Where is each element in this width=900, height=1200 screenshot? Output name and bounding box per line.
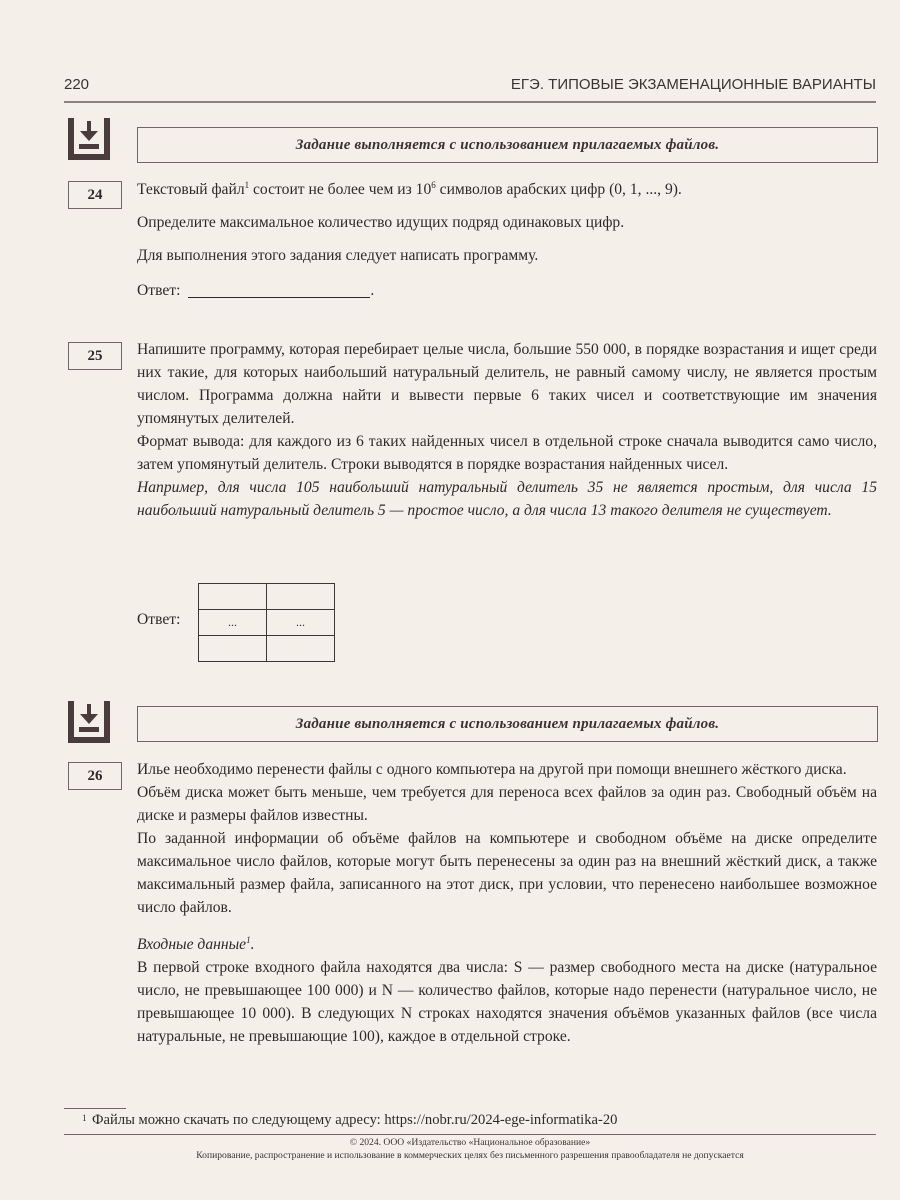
file-usage-banner: Задание выполняется с использованием прилагаемых файлов. <box>137 706 878 742</box>
grid-row <box>199 610 335 636</box>
task25-body <box>137 338 877 522</box>
task26-input-description: В первой строке входного файла находятся два числа: S — размер свободного места на диске (натуральное число, не превышающее 100 000) и N — количество файлов, которые надо перенести (натуральное число, не превышающее 10 000). В следующих N строках находятся значения объёмов указанных файлов (все числа натуральные, не превышающие 100), каждое в отдельной строке. <box>137 959 877 1045</box>
footnote-divider <box>64 1108 126 1109</box>
footnote: 1 Файлы можно скачать по следующему адресу: https://nobr.ru/2024-ege-informatika-20 <box>82 1112 618 1128</box>
task24-body <box>137 178 877 300</box>
footnote-ref[interactable]: 1 <box>244 180 250 190</box>
file-usage-banner: Задание выполняется с использованием прилагаемых файлов. <box>137 127 878 163</box>
page-number: 220 <box>64 76 90 93</box>
grid-row <box>199 636 335 662</box>
task26-intro: Илье необходимо перенести файлы с одного компьютера на другой при помощи внешнего жёсткого диска. <box>137 761 847 778</box>
task26-task: По заданной информации об объёме файлов на компьютере и свободном объёме на диске определите максимальное число файлов, которые могут быть перенесены за один раз на внешний жёсткий диск, а также максимальный размер файла, записанного на этот диск, при условии, что перенесено наибольшее возможное число файлов. <box>137 830 877 916</box>
task25-statement: Напишите программу, которая перебирает целые числа, большие 550 000, в порядке возрастания и ищет среди них такие, для которых наибольший натуральный делитель, не равный самому числу, не является простым числом. Программа должна найти и вывести первые 6 таких чисел и соответствующие им значения упомянутых делителей. <box>137 341 877 427</box>
task25-output-format: Формат вывода: для каждого из 6 таких найденных чисел в отдельной строке сначала выводится само число, затем упомянутый делитель. Строки выводятся в порядке возрастания найденных чисел. <box>137 433 877 473</box>
header-divider <box>64 101 876 103</box>
task26-disk-info: Объём диска может быть меньше, чем требуется для переноса всех файлов за один раз. Свободный объём на диске и размеры файлов известны. <box>137 784 877 824</box>
grid-cell[interactable]: ... <box>199 610 267 636</box>
exponent: 6 <box>431 180 436 190</box>
footnote-ref[interactable]: 1 <box>246 935 251 945</box>
task-number-24: 24 <box>68 181 122 209</box>
task24-text-b: состоит не более чем из 10 <box>249 181 432 198</box>
grid-cell[interactable] <box>199 584 267 610</box>
task24-answer <box>137 281 877 300</box>
task24-question: Определите максимальное количество идущих подряд одинаковых цифр. <box>137 214 625 231</box>
answer-grid <box>198 583 335 662</box>
page-header <box>64 76 876 93</box>
copyright-notice: Копирование, распространение и использование в коммерческих целях без письменного разрешения правообладателя не допускается <box>196 1150 744 1161</box>
task26-body <box>137 758 877 1048</box>
grid-row <box>199 584 335 610</box>
page-footer <box>64 1136 876 1162</box>
grid-cell[interactable] <box>199 636 267 662</box>
task24-text-a: Текстовый файл <box>137 181 245 198</box>
task25-example: Например, для числа 105 наибольший натуральный делитель 35 не является простым, для числа 15 наибольший натуральный делитель 5 — простое число, а для числа 13 такого делителя не существует. <box>137 479 877 519</box>
footer-divider <box>64 1134 876 1135</box>
running-title: ЕГЭ. ТИПОВЫЕ ЭКЗАМЕНАЦИОННЫЕ ВАРИАНТЫ <box>510 76 876 93</box>
input-heading-text: Входные данные <box>137 936 247 953</box>
download-tray-icon <box>68 701 110 743</box>
grid-cell[interactable] <box>267 636 335 662</box>
answer-input-line[interactable] <box>188 281 370 298</box>
download-tray-icon <box>68 118 110 160</box>
answer-label: Ответ: <box>137 282 181 299</box>
task24-text-c: символов арабских цифр (0, 1, ..., 9). <box>435 181 682 198</box>
answer-period: . <box>370 282 375 299</box>
answer-label: Ответ: <box>137 611 181 628</box>
task-number-26: 26 <box>68 762 122 790</box>
task24-statement <box>137 178 877 201</box>
copyright: © 2024. ООО «Издательство «Национальное образование» <box>349 1137 591 1148</box>
input-data-heading <box>137 933 877 956</box>
grid-cell[interactable] <box>267 584 335 610</box>
task-number-25: 25 <box>68 342 122 370</box>
grid-cell[interactable]: ... <box>267 610 335 636</box>
heading-period: . <box>250 936 255 953</box>
task24-instruction: Для выполнения этого задания следует написать программу. <box>137 247 539 264</box>
footnote-text[interactable]: Файлы можно скачать по следующему адресу: https://nobr.ru/2024-ege-informatika-20 <box>92 1112 618 1128</box>
